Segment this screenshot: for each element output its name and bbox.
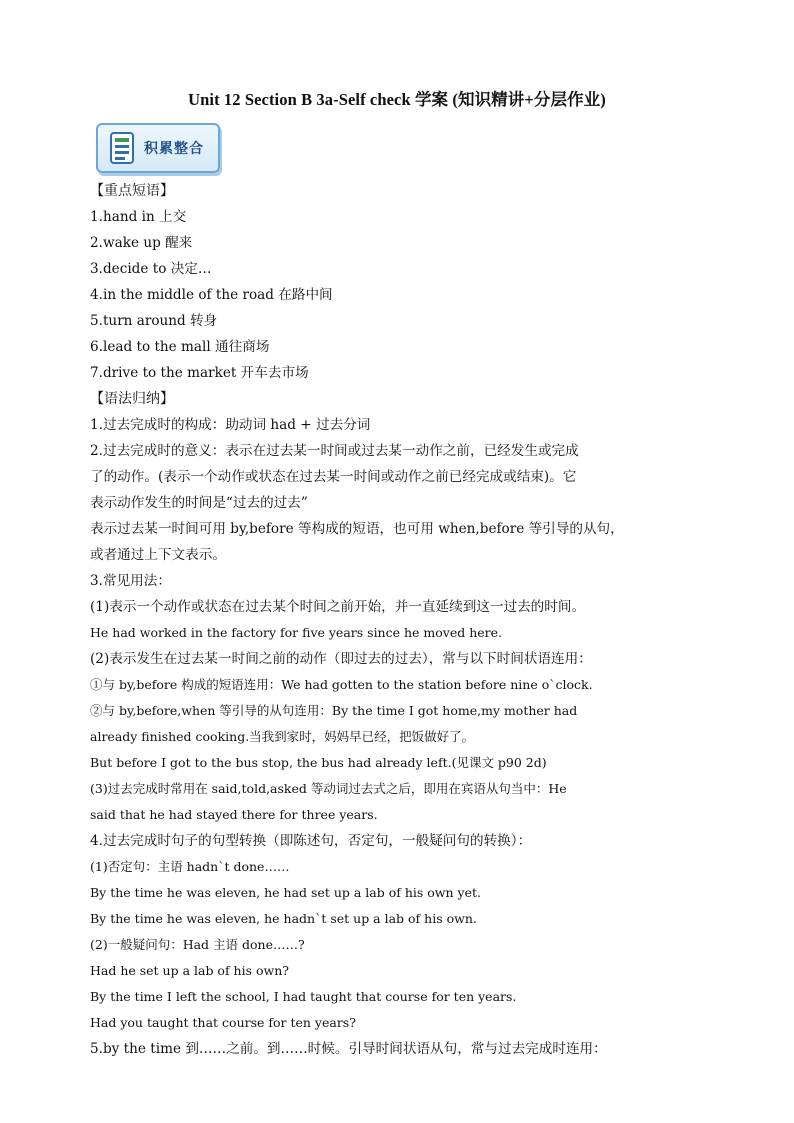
badge-label: 积累整合	[144, 141, 204, 157]
text-line: 5.by the time 到……之前。到……时候。引导时间状语从句，常与过去完成时连用：	[90, 1041, 607, 1057]
text-line: (3)过去完成时常用在 said,told,asked 等动词过去式之后，即用在宾语从句当中：He	[90, 781, 567, 796]
document-body	[90, 178, 710, 1062]
book-plant-icon	[108, 131, 136, 165]
text-line: (1)表示一个动作或状态在过去某个时间之前开始，并一直延续到这一过去的时间。	[90, 599, 586, 615]
section-badge	[96, 123, 220, 173]
text-line: 表示动作发生的时间是“过去的过去”	[90, 495, 308, 511]
example-sentence: By the time he was eleven, he had set up a lab of his own yet.	[90, 885, 481, 900]
example-sentence: said that he had stayed there for three years.	[90, 807, 378, 822]
text-line: 3.常见用法：	[90, 573, 171, 589]
text-line: 2.过去完成时的意义：表示在过去某一时间或过去某一动作之前，已经发生或完成	[90, 443, 579, 459]
example-sentence: By the time I left the school, I had taught that course for ten years.	[90, 989, 517, 1004]
heading-key-phrases: 【重点短语】	[90, 183, 174, 199]
text-line: 表示过去某一时间可用 by,before 等构成的短语，也可用 when,before 等引导的从句，	[90, 521, 624, 537]
text-line: (1)否定句：主语 hadn`t done……	[90, 859, 290, 874]
page-title: Unit 12 Section B 3a-Self check 学案 (知识精讲+分层作业)	[188, 90, 606, 109]
phrase-line: 7.drive to the market 开车去市场	[90, 365, 309, 381]
heading-grammar: 【语法归纳】	[90, 391, 174, 407]
text-line: 或者通过上下文表示。	[90, 547, 226, 563]
phrase-line: 6.lead to the mall 通往商场	[90, 339, 270, 355]
text-line: 了的动作。(表示一个动作或状态在过去某一时间或动作之前已经完成或结束)。它	[90, 469, 577, 485]
phrase-line: 4.in the middle of the road 在路中间	[90, 287, 333, 303]
phrase-line: 5.turn around 转身	[90, 313, 218, 329]
phrase-line: 3.decide to 决定…	[90, 261, 212, 277]
example-sentence: already finished cooking.当我到家时，妈妈早已经，把饭做好了。	[90, 729, 475, 744]
example-sentence: Had he set up a lab of his own?	[90, 963, 289, 978]
text-line: (2)一般疑问句：Had 主语 done……?	[90, 937, 305, 952]
text-line: 1.过去完成时的构成：助动词 had + 过去分词	[90, 417, 371, 433]
example-sentence: But before I got to the bus stop, the bus had already left.(见课文 p90 2d)	[90, 755, 547, 770]
text-line: (2)表示发生在过去某一时间之前的动作（即过去的过去），常与以下时间状语连用：	[90, 651, 592, 667]
phrase-line: 1.hand in 上交	[90, 209, 187, 225]
example-sentence: By the time he was eleven, he hadn`t set up a lab of his own.	[90, 911, 477, 926]
text-line: 4.过去完成时句子的句型转换（即陈述句，否定句，一般疑问句的转换）：	[90, 833, 532, 849]
example-sentence: ①与 by,before 构成的短语连用：We had gotten to the station before nine o`clock.	[90, 677, 593, 692]
phrase-line: 2.wake up 醒来	[90, 235, 193, 251]
example-sentence: ②与 by,before,when 等引导的从句连用：By the time I got home,my mother had	[90, 703, 578, 718]
example-sentence: Had you taught that course for ten years?	[90, 1015, 356, 1030]
example-sentence: He had worked in the factory for five years since he moved here.	[90, 625, 503, 640]
